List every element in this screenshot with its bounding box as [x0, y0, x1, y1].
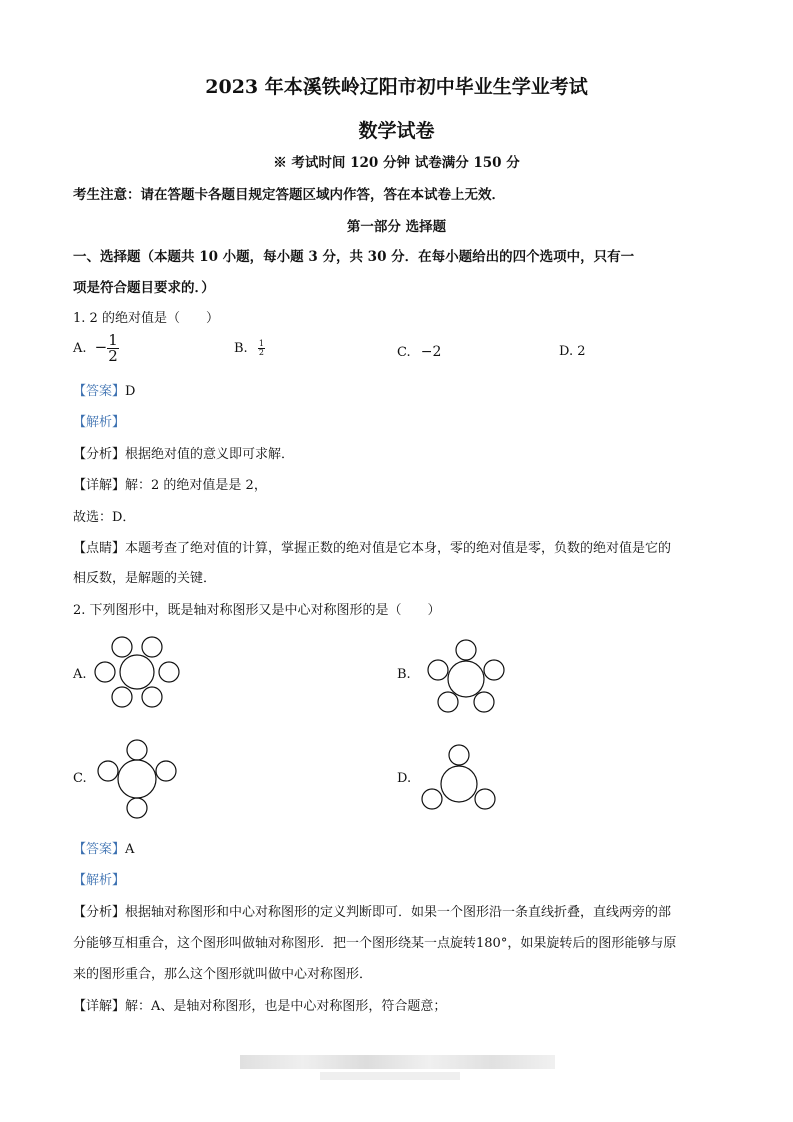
q2-figure-a-center-circle [120, 655, 154, 689]
q1-option-b-label: B. [234, 341, 248, 356]
q2-figure-c-center-circle [118, 760, 156, 798]
q1-fenxi [73, 443, 294, 462]
q2-fenxi [73, 901, 671, 920]
q1-option-a [73, 333, 119, 364]
q2-fenxi-text1: 根据轴对称图形和中心对称图形的定义判断即可．如果一个图形沿一条直线折叠，直线两旁的部 [125, 905, 672, 920]
q2-figure-b-small-circle [456, 640, 476, 660]
part-title: 第一部分 选择题 [346, 219, 447, 235]
q2-fenxi-line3: 来的图形重合，那么这个图形就叫做中心对称图形． [73, 967, 373, 982]
q1-xiangjie [73, 474, 267, 493]
section-heading-line1: 一、选择题（本题共 10 小题，每小题 3 分，共 30 分．在每小题给出的四个选项中，只有一 [73, 249, 635, 265]
q2-figure-b-small-circle [484, 660, 504, 680]
q2-figure-b-small-circle [438, 692, 458, 712]
section-heading-line2: 项是符合题目要求的．） [73, 280, 215, 296]
exam-notice: 考生注意：请在答题卡各题目规定答题区域内作答，答在本试卷上无效． [73, 187, 505, 203]
q2-figure-b [422, 636, 512, 718]
q1-option-c-label: C. [397, 345, 411, 360]
q2-option-a-label: A. [73, 667, 87, 682]
q1-option-b-numerator: 1 [258, 339, 264, 348]
q2-figure-a-small-circle [159, 662, 179, 682]
q2-figure-a [93, 632, 183, 712]
q2-figure-c-small-circle [98, 761, 118, 781]
footer-watermark-sub [320, 1072, 460, 1080]
q2-answer [73, 838, 134, 857]
q1-analysis-tag: 【解析】 [73, 415, 126, 430]
q2-figure-d-center-circle [441, 766, 477, 802]
q2-option-c-label: C. [73, 771, 87, 786]
q1-stem: 1. 2 的绝对值是（ ） [73, 311, 219, 326]
q1-option-a-fraction [107, 333, 119, 364]
q2-xiangjie [73, 995, 446, 1014]
q1-option-d: D. 2 [559, 344, 586, 359]
exam-title: 2023 年本溪铁岭辽阳市初中毕业生学业考试 [205, 76, 588, 98]
q1-answer-tag: 【答案】 [73, 384, 126, 399]
q1-dianjing-text1: 本题考查了绝对值的计算，掌握正数的绝对值是它本身，零的绝对值是零，负数的绝对值是它的 [125, 541, 672, 556]
q2-figure-b-center-circle [448, 661, 484, 697]
q1-xiangjie-text: 解：2 的绝对值是是 2， [125, 478, 267, 493]
q2-option-b-label: B. [397, 667, 411, 682]
q1-fenxi-text: 根据绝对值的意义即可求解． [125, 447, 295, 462]
q2-figure-a-small-circle [142, 687, 162, 707]
q2-xiangjie-tag: 【详解】 [73, 999, 126, 1014]
q1-option-b [234, 340, 265, 357]
q2-option-d-label: D. [397, 771, 412, 786]
q1-option-c-value: −2 [420, 344, 442, 360]
q1-fenxi-tag: 【分析】 [73, 447, 126, 462]
q2-figure-b-small-circle [474, 692, 494, 712]
q1-choose: 故选：D． [73, 510, 136, 525]
q1-dianjing-tag: 【点睛】 [73, 541, 126, 556]
q1-answer-value: D [125, 384, 136, 399]
q2-figure-b-small-circle [428, 660, 448, 680]
q1-option-b-denominator: 2 [258, 348, 264, 357]
q2-answer-value: A [125, 842, 135, 857]
q1-dianjing [73, 537, 671, 556]
q1-option-a-denominator: 2 [108, 347, 118, 365]
q2-figure-c [95, 738, 180, 824]
q2-analysis-tag: 【解析】 [73, 873, 126, 888]
q2-figure-d-small-circle [449, 745, 469, 765]
q2-stem: 2. 下列图形中，既是轴对称图形又是中心对称图形的是（ ） [73, 603, 441, 618]
q1-dianjing-line2: 相反数，是解题的关键． [73, 571, 217, 586]
q2-xiangjie-text: 解：A、是轴对称图形，也是中心对称图形，符合题意； [125, 999, 447, 1014]
q2-figure-a-small-circle [95, 662, 115, 682]
subject-title: 数学试卷 [358, 120, 435, 142]
q1-answer [73, 380, 135, 399]
q1-xiangjie-tag: 【详解】 [73, 478, 126, 493]
exam-info: ※ 考试时间 120 分钟 试卷满分 150 分 [273, 155, 520, 171]
q2-figure-a-small-circle [142, 637, 162, 657]
q2-figure-d-small-circle [422, 789, 442, 809]
q1-option-a-numerator: 1 [108, 331, 118, 349]
q2-answer-tag: 【答案】 [73, 842, 126, 857]
q2-figure-a-small-circle [112, 637, 132, 657]
q2-figure-c-small-circle [127, 798, 147, 818]
q1-option-b-fraction [258, 340, 265, 357]
footer-watermark [240, 1055, 555, 1069]
q2-figure-d-small-circle [475, 789, 495, 809]
q2-fenxi-line2: 分能够互相重合，这个图形叫做轴对称图形．把一个图形绕某一点旋转180°，如果旋转后的图形能够与原 [73, 936, 677, 951]
q2-fenxi-tag: 【分析】 [73, 905, 126, 920]
q1-option-a-sign: − [94, 338, 108, 356]
q2-figure-a-small-circle [112, 687, 132, 707]
q2-figure-c-small-circle [127, 740, 147, 760]
q1-option-c [397, 344, 441, 360]
q2-figure-c-small-circle [156, 761, 176, 781]
q2-figure-d [418, 742, 500, 814]
q1-option-a-label: A. [73, 341, 87, 356]
